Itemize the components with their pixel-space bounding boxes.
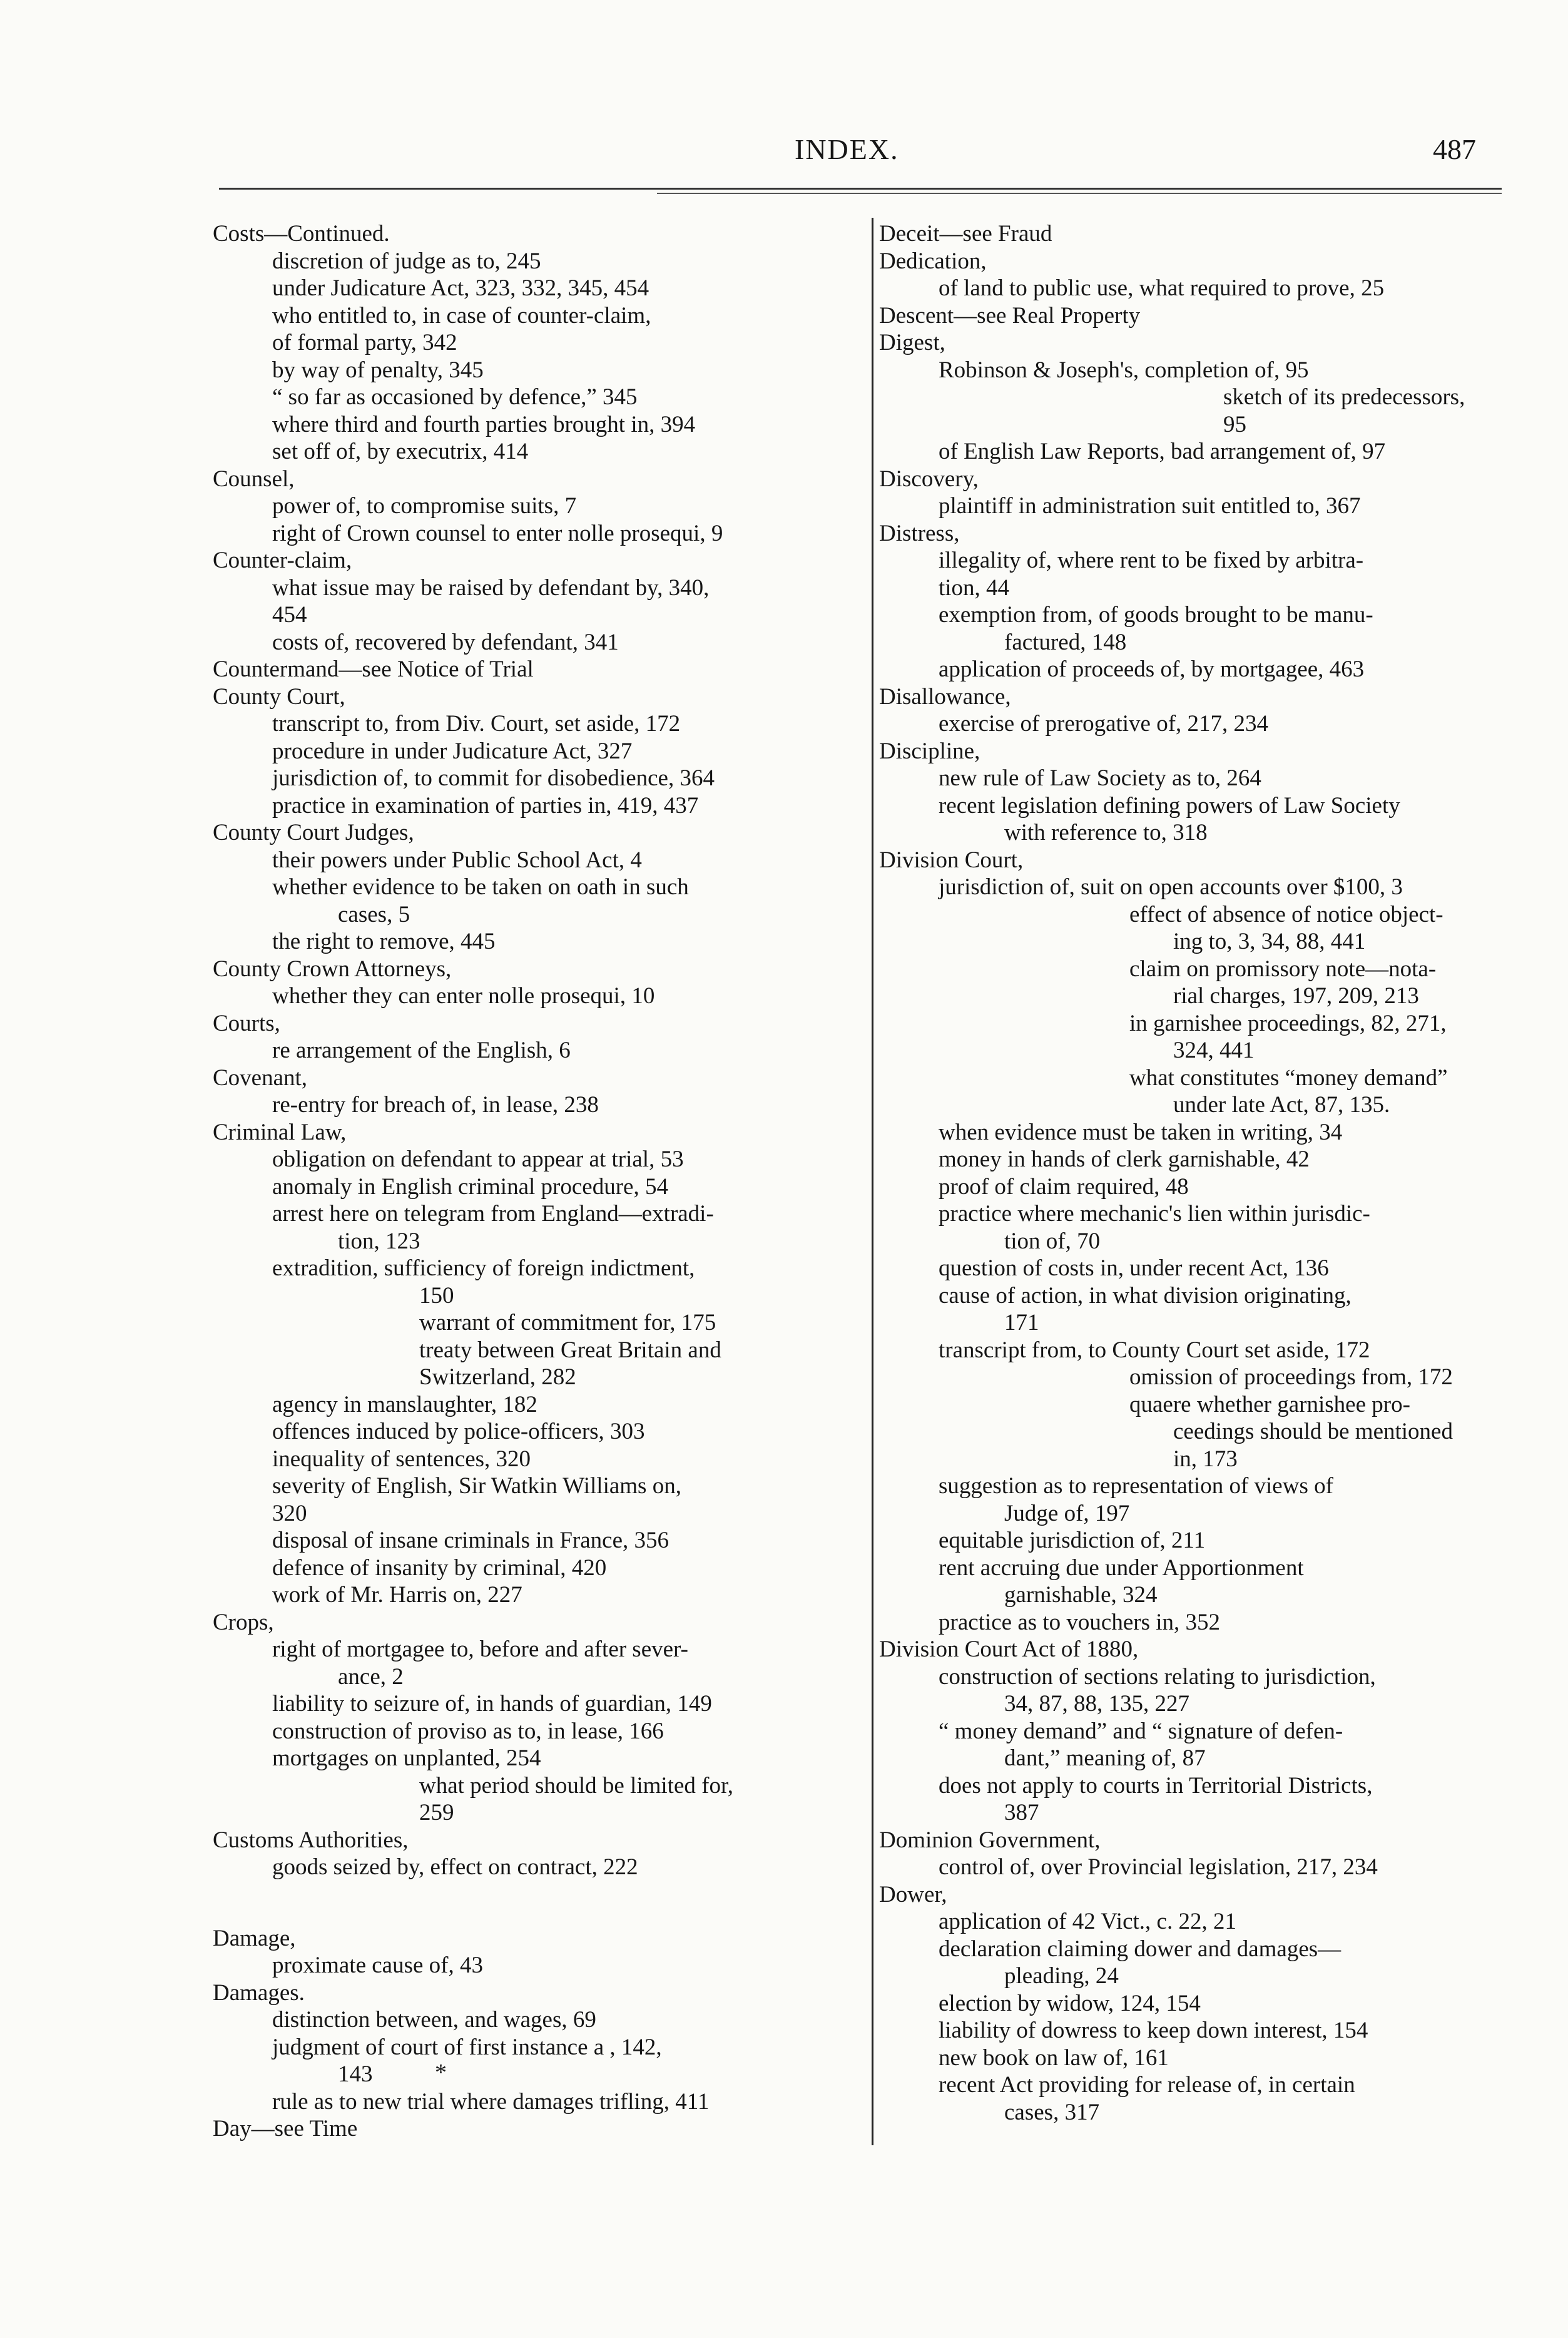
index-heading: Dominion Government, xyxy=(879,1827,1101,1853)
index-entry: 324, 441 xyxy=(1173,1038,1255,1063)
footer-mark: * xyxy=(435,2060,447,2086)
index-entry: re arrangement of the English, 6 xyxy=(272,1038,571,1063)
index-entry: their powers under Public School Act, 4 xyxy=(272,847,642,873)
index-entry: 259 xyxy=(419,1800,454,1825)
index-entry: when evidence must be taken in writing, 34 xyxy=(939,1119,1343,1145)
index-entry xyxy=(213,1881,863,1925)
page-title: INDEX. xyxy=(795,133,899,165)
index-entry: 320 xyxy=(272,1500,307,1526)
index-heading: Distress, xyxy=(879,520,960,546)
index-entry: construction of proviso as to, in lease, 166 xyxy=(272,1718,664,1744)
index-entry: cause of action, in what division originating, xyxy=(939,1282,1352,1309)
index-heading: Damages. xyxy=(213,1979,305,2006)
index-entry: in, 173 xyxy=(1173,1446,1238,1472)
index-heading: Countermand—see Notice of Trial xyxy=(213,656,534,682)
index-entry: transcript to, from Div. Court, set aside, 172 xyxy=(272,711,681,737)
index-entry: arrest here on telegram from England—extradi- xyxy=(272,1201,714,1227)
index-entry: garnishable, 324 xyxy=(1004,1582,1158,1608)
index-heading: Disallowance, xyxy=(879,683,1011,710)
index-entry: ance, 2 xyxy=(338,1663,404,1690)
index-entry: declaration claiming dower and damages— xyxy=(939,1936,1341,1962)
index-entry: application of 42 Vict., c. 22, 21 xyxy=(939,1909,1236,1934)
index-entry: inequality of sentences, 320 xyxy=(272,1446,531,1472)
index-entry: what issue may be raised by defendant by, 340, xyxy=(272,574,710,601)
index-entry: 143 xyxy=(338,2061,373,2087)
index-entry: practice in examination of parties in, 419, 437 xyxy=(272,792,699,819)
index-entry: new rule of Law Society as to, 264 xyxy=(939,765,1261,791)
index-entry: ceedings should be mentioned xyxy=(1173,1419,1453,1444)
index-entry: of formal party, 342 xyxy=(272,330,457,355)
index-heading: Digest, xyxy=(879,330,945,355)
index-entry: 150 xyxy=(419,1282,454,1309)
index-entry: judgment of court of first instance a , 142, xyxy=(272,2034,662,2060)
index-entry: what period should be limited for, xyxy=(419,1772,734,1799)
index-heading: Counsel, xyxy=(213,466,295,492)
index-entry: rent accruing due under Apportionment xyxy=(939,1554,1304,1581)
index-entry: 387 xyxy=(1004,1800,1039,1825)
index-entry: defence of insanity by criminal, 420 xyxy=(272,1554,607,1581)
index-entry: where third and fourth parties brought in, 394 xyxy=(272,411,696,437)
index-heading: Covenant, xyxy=(213,1064,308,1091)
index-heading: Day—see Time xyxy=(213,2116,358,2141)
index-entry: construction of sections relating to jurisdiction, xyxy=(939,1663,1376,1690)
index-entry: Switzerland, 282 xyxy=(419,1364,576,1390)
index-heading: Courts, xyxy=(213,1010,280,1036)
index-heading: Division Court, xyxy=(879,847,1024,873)
index-entry: what constitutes “money demand” xyxy=(1129,1064,1448,1091)
index-entry: exercise of prerogative of, 217, 234 xyxy=(939,711,1269,737)
index-entry: with reference to, 318 xyxy=(1004,820,1208,845)
index-entry: set off of, by executrix, 414 xyxy=(272,439,529,464)
index-entry: sketch of its predecessors, xyxy=(1223,384,1465,410)
index-entry: recent legislation defining powers of Law Society xyxy=(939,792,1400,819)
index-entry: extradition, sufficiency of foreign indictment, xyxy=(272,1255,695,1281)
index-entry: transcript from, to County Court set aside, 172 xyxy=(939,1337,1370,1363)
index-entry: who entitled to, in case of counter-claim, xyxy=(272,302,651,329)
index-entry: right of mortgagee to, before and after sever- xyxy=(272,1636,688,1662)
index-entry: effect of absence of notice object- xyxy=(1129,901,1443,927)
index-entry: liability of dowress to keep down interest, 154 xyxy=(939,2018,1368,2043)
index-entry: 454 xyxy=(272,602,307,628)
index-entry: power of, to compromise suits, 7 xyxy=(272,493,577,519)
index-entry: 34, 87, 88, 135, 227 xyxy=(1004,1691,1189,1717)
index-entry: suggestion as to representation of views of xyxy=(939,1473,1333,1499)
index-entry: under Judicature Act, 323, 332, 345, 454 xyxy=(272,275,649,301)
index-entry: obligation on defendant to appear at trial, 53 xyxy=(272,1146,684,1172)
index-entry: dant,” meaning of, 87 xyxy=(1004,1745,1206,1771)
index-entry: recent Act providing for release of, in certain xyxy=(939,2072,1355,2098)
index-entry: pleading, 24 xyxy=(1004,1963,1119,1989)
index-heading: Customs Authorities, xyxy=(213,1827,409,1853)
index-entry: ing to, 3, 34, 88, 441 xyxy=(1173,929,1366,954)
index-entry: control of, over Provincial legislation, 217, 234 xyxy=(939,1854,1378,1880)
index-entry: distinction between, and wages, 69 xyxy=(272,2007,596,2033)
index-entry: offences induced by police-officers, 303 xyxy=(272,1419,645,1444)
index-entry: whether evidence to be taken on oath in such xyxy=(272,874,689,900)
index-heading: Division Court Act of 1880, xyxy=(879,1636,1139,1662)
header-rule xyxy=(219,188,1502,190)
index-entry: 171 xyxy=(1004,1310,1039,1335)
index-entry: by way of penalty, 345 xyxy=(272,357,484,383)
index-entry: whether they can enter nolle prosequi, 10 xyxy=(272,983,655,1009)
index-entry: proof of claim required, 48 xyxy=(939,1173,1189,1200)
index-entry: equitable jurisdiction of, 211 xyxy=(939,1528,1206,1553)
index-heading: Dedication, xyxy=(879,248,987,274)
index-entry: question of costs in, under recent Act, 136 xyxy=(939,1255,1329,1281)
index-entry: discretion of judge as to, 245 xyxy=(272,248,541,274)
index-entry: tion, 123 xyxy=(338,1228,420,1254)
index-entry: plaintiff in administration suit entitled to, 367 xyxy=(939,493,1361,519)
index-entry: “ money demand” and “ signature of defen- xyxy=(939,1718,1343,1744)
page-number: 487 xyxy=(1433,133,1476,165)
index-entry: in garnishee proceedings, 82, 271, xyxy=(1129,1010,1447,1036)
index-heading: County Crown Attorneys, xyxy=(213,956,452,982)
index-entry: rial charges, 197, 209, 213 xyxy=(1173,983,1419,1009)
index-entry: cases, 5 xyxy=(338,901,410,927)
index-entry: rule as to new trial where damages trifling, 411 xyxy=(272,2088,710,2115)
index-column-right xyxy=(879,220,1524,2126)
index-entry: work of Mr. Harris on, 227 xyxy=(272,1582,522,1608)
index-entry: agency in manslaughter, 182 xyxy=(272,1391,537,1417)
index-entry: election by widow, 124, 154 xyxy=(939,1990,1201,2016)
index-entry: goods seized by, effect on contract, 222 xyxy=(272,1854,638,1880)
index-entry: re-entry for breach of, in lease, 238 xyxy=(272,1092,599,1118)
index-entry: of land to public use, what required to prove, 25 xyxy=(939,275,1385,301)
index-entry: jurisdiction of, suit on open accounts over $100, 3 xyxy=(939,874,1403,900)
index-entry: money in hands of clerk garnishable, 42 xyxy=(939,1146,1310,1172)
index-heading: Damage, xyxy=(213,1925,296,1951)
index-heading: Dower, xyxy=(879,1881,947,1907)
index-entry: does not apply to courts in Territorial Districts, xyxy=(939,1772,1373,1799)
index-entry: liability to seizure of, in hands of guardian, 149 xyxy=(272,1691,712,1717)
index-entry: costs of, recovered by defendant, 341 xyxy=(272,629,619,655)
index-heading: Descent—see Real Property xyxy=(879,302,1141,329)
index-entry: new book on law of, 161 xyxy=(939,2044,1169,2071)
index-entry: omission of proceedings from, 172 xyxy=(1129,1364,1453,1390)
index-entry: under late Act, 87, 135. xyxy=(1173,1092,1390,1118)
index-heading: Counter-claim, xyxy=(213,548,352,573)
index-heading: Crops, xyxy=(213,1609,274,1635)
index-entry: factured, 148 xyxy=(1004,629,1127,655)
index-entry: tion of, 70 xyxy=(1004,1228,1101,1254)
index-entry: tion, 44 xyxy=(939,574,1010,601)
index-heading: Discipline, xyxy=(879,738,980,764)
index-heading: Costs—Continued. xyxy=(213,221,390,247)
index-entry: proximate cause of, 43 xyxy=(272,1953,483,1978)
index-heading: Discovery, xyxy=(879,466,979,492)
index-entry: practice where mechanic's lien within jurisdic- xyxy=(939,1201,1370,1227)
index-entry: anomaly in English criminal procedure, 54 xyxy=(272,1173,668,1200)
index-entry: practice as to vouchers in, 352 xyxy=(939,1609,1221,1635)
index-entry: right of Crown counsel to enter nolle prosequi, 9 xyxy=(272,520,723,546)
index-entry: 95 xyxy=(1223,411,1246,437)
index-entry: quaere whether garnishee pro- xyxy=(1129,1391,1410,1417)
index-entry: severity of English, Sir Watkin Williams on, xyxy=(272,1473,681,1499)
index-entry: treaty between Great Britain and xyxy=(419,1337,721,1363)
index-entry: cases, 317 xyxy=(1004,2099,1100,2125)
index-entry: Judge of, 197 xyxy=(1004,1500,1130,1526)
index-entry: warrant of commitment for, 175 xyxy=(419,1310,716,1335)
index-entry: of English Law Reports, bad arrangement of, 97 xyxy=(939,439,1386,464)
index-entry: application of proceeds of, by mortgagee, 463 xyxy=(939,656,1365,682)
index-heading: County Court, xyxy=(213,683,345,710)
index-column-left xyxy=(213,220,863,2143)
index-entry: exemption from, of goods brought to be manu- xyxy=(939,602,1373,628)
index-entry: claim on promissory note—nota- xyxy=(1129,956,1437,982)
index-heading: Deceit—see Fraud xyxy=(879,221,1052,247)
index-entry: disposal of insane criminals in France, 356 xyxy=(272,1528,669,1553)
index-heading: County Court Judges, xyxy=(213,820,414,845)
header-rule-secondary xyxy=(657,193,1502,194)
index-entry: jurisdiction of, to commit for disobedience, 364 xyxy=(272,765,715,791)
page-header xyxy=(0,133,1568,183)
column-divider xyxy=(872,218,873,2145)
index-entry: illegality of, where rent to be fixed by arbitra- xyxy=(939,548,1364,573)
index-entry: the right to remove, 445 xyxy=(272,929,496,954)
index-entry: Robinson & Joseph's, completion of, 95 xyxy=(939,357,1309,383)
index-entry: “ so far as occasioned by defence,” 345 xyxy=(272,384,638,410)
index-entry: mortgages on unplanted, 254 xyxy=(272,1745,541,1771)
index-heading: Criminal Law, xyxy=(213,1119,347,1145)
index-entry: procedure in under Judicature Act, 327 xyxy=(272,738,633,764)
